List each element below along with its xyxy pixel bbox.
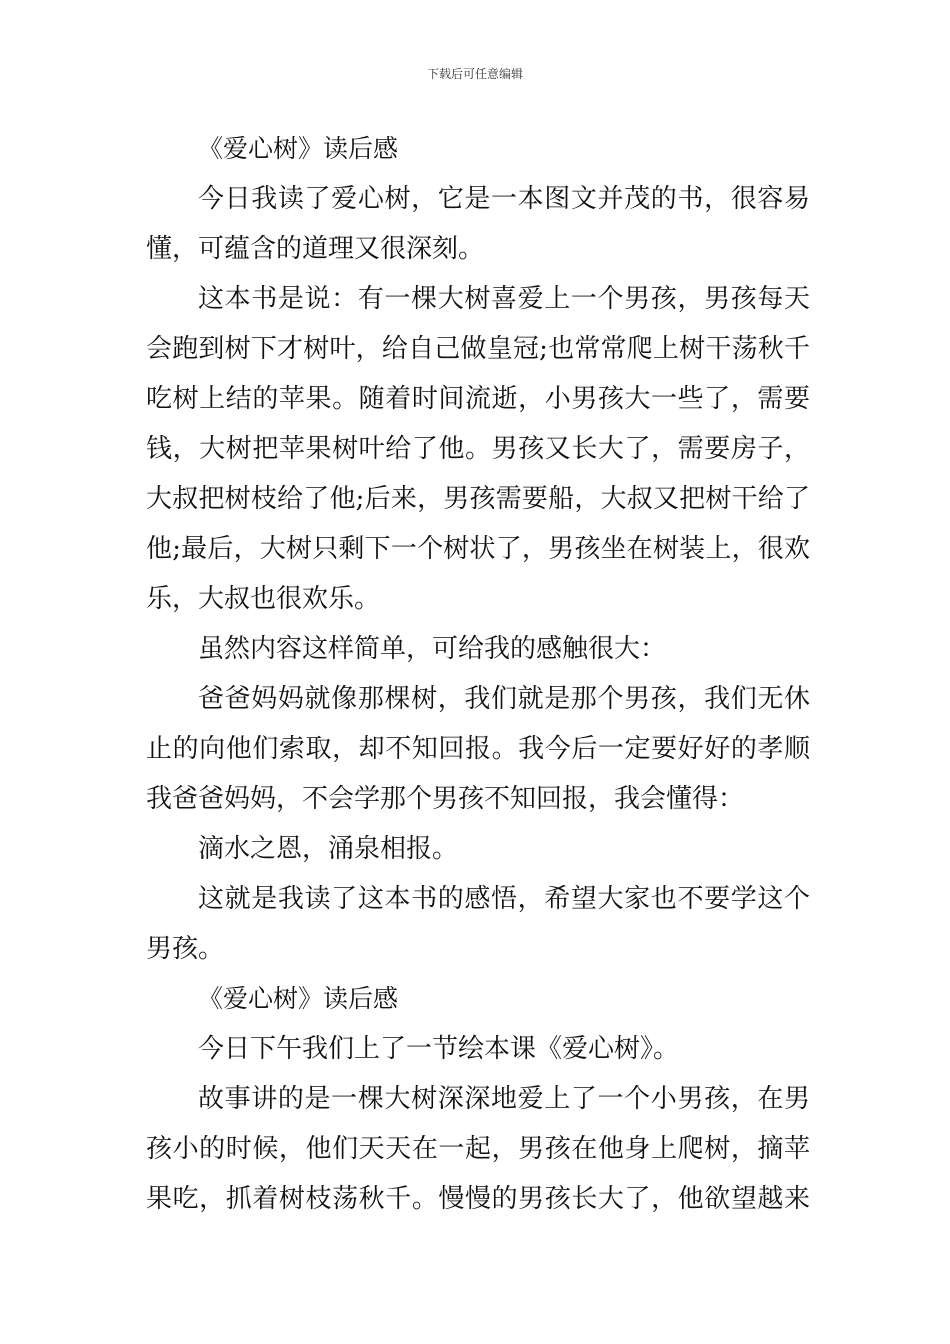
- text-line: 果吃，抓着树枝荡秋千。慢慢的男孩长大了，他欲望越来: [146, 1184, 810, 1214]
- text-line: 孩小的时候，他们天天在一起，男孩在他身上爬树，摘苹: [146, 1134, 810, 1164]
- page-header: 下载后可任意编辑: [426, 67, 523, 81]
- text-line: 这本书是说：有一棵大树喜爱上一个男孩，男孩每天: [198, 284, 810, 314]
- text-line: 他;最后，大树只剩下一个树状了，男孩坐在树装上，很欢: [146, 534, 810, 564]
- text-line: 滴水之恩，涌泉相报。: [198, 834, 459, 864]
- text-line: 大叔把树枝给了他;后来，男孩需要船，大叔又把树干给了: [146, 484, 810, 514]
- text-line: 会跑到树下才树叶，给自己做皇冠;也常常爬上树干荡秋千: [146, 334, 810, 364]
- text-line: 爸爸妈妈就像那棵树，我们就是那个男孩，我们无休: [198, 684, 810, 714]
- text-line: 我爸爸妈妈，不会学那个男孩不知回报，我会懂得：: [146, 784, 745, 814]
- text-line: 今日我读了爱心树，它是一本图文并茂的书，很容易: [198, 184, 810, 214]
- essay-title: 《爱心树》读后感: [198, 984, 399, 1013]
- text-line: 钱，大树把苹果树叶给了他。男孩又长大了，需要房子，: [146, 434, 810, 464]
- text-line: 吃树上结的苹果。随着时间流逝，小男孩大一些了，需要: [146, 384, 810, 414]
- text-line: 今日下午我们上了一节绘本课《爱心树》。: [198, 1034, 680, 1064]
- text-line: 乐，大叔也很欢乐。: [146, 584, 381, 614]
- text-line: 懂，可蕴含的道理又很深刻。: [146, 234, 485, 264]
- text-line: 故事讲的是一棵大树深深地爱上了一个小男孩，在男: [198, 1084, 810, 1114]
- text-line: 虽然内容这样简单，可给我的感触很大：: [198, 634, 667, 664]
- text-line: 男孩。: [146, 934, 225, 964]
- document-body: [146, 124, 810, 1224]
- text-line: 止的向他们索取，却不知回报。我今后一定要好好的孝顺: [146, 734, 810, 764]
- text-line: 这就是我读了这本书的感悟，希望大家也不要学这个: [198, 884, 810, 914]
- essay-title: 《爱心树》读后感: [198, 134, 399, 163]
